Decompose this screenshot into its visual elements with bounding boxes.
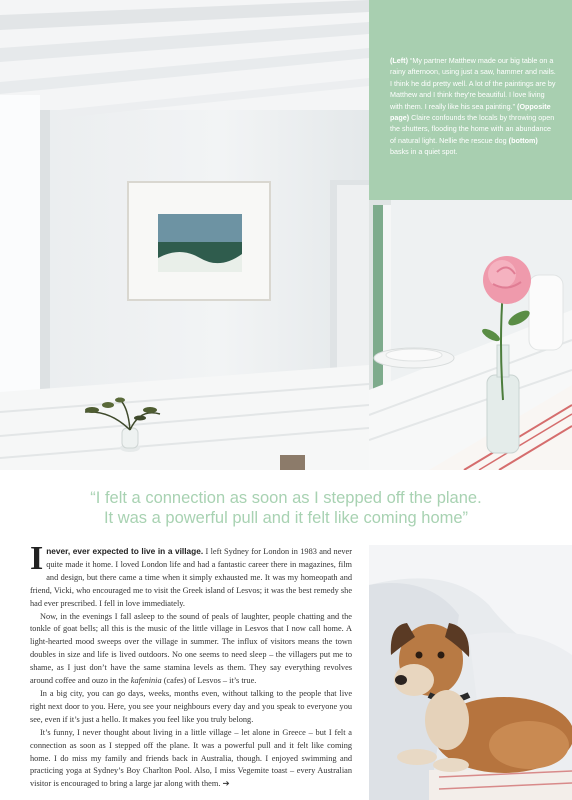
paragraph-2-text-b: (cafes) of Lesvos – it’s true. xyxy=(161,676,257,686)
photo-dog xyxy=(369,545,572,800)
caption-left-text: “My partner Matthew made our big table on a rainy afternoon, using just a saw, hammer and nails. I think he did pretty well. A lot of the paintings are by Matthew and I think they’re beautiful. I love living with them. I really like his sea painting.” xyxy=(390,56,556,111)
photo-dining-room xyxy=(0,0,369,470)
dining-room-illustration xyxy=(0,0,369,470)
pull-quote-line-2: It was a powerful pull and it felt like coming home” xyxy=(103,509,469,527)
paragraph-3: In a big city, you can go days, weeks, months even, without talking to the people that live right next door to you. Here, you see your neighbours every day and you speak to everyone you see, even if it’s just a hello. It makes you feel like you truly belong. xyxy=(30,688,352,724)
caption-label-bottom: (bottom) xyxy=(508,135,538,145)
paragraph-1-text: I left Sydney for London in 1983 and never quite made it home. I loved London life and had a fantastic career there in magazines, film and design, but there came a time when it simply exhausted me. It was my homeopath and friend, Vicki, who encouraged me to visit the Greek island of Lesvos; it was the best remedy she had ever prescribed. I fell in love immediately. xyxy=(30,547,352,608)
paragraph-1 xyxy=(30,540,352,611)
lead-in: never, ever expected to live in a village. xyxy=(46,546,204,556)
drop-cap: I xyxy=(30,540,44,577)
dog-illustration xyxy=(369,545,572,800)
paragraph-2-text-a: Now, in the evenings I fall asleep to the sound of peals of laughter, people chatting and the tonkle of goat bells; all this is the music of the little village in Lesvos that I now call home. A light-hearted mood sweeps over the village in summer. The influx of visitors means the town doubles in size and life is lived outdoors. No one seems to need sleep – the villagers put me to shame, as I just don’t have the same stamina levels as them. They say everything revolves around coffee and ouzo in the xyxy=(30,611,352,686)
paragraph-2-italic: kafeninia xyxy=(130,676,162,686)
rose-illustration xyxy=(369,200,572,470)
photo-caption xyxy=(390,55,558,158)
pull-quote xyxy=(30,488,542,528)
caption-bottom-text: basks in a quiet spot. xyxy=(390,147,458,157)
paragraph-2 xyxy=(30,611,352,688)
article-body xyxy=(30,540,352,791)
caption-opposite-text: Claire confounds the locals by throwing open the shutters, flooding the home with an abundance of natural light. Nellie the rescue dog xyxy=(390,113,555,145)
caption-label-left: (Left) xyxy=(390,56,408,65)
paragraph-4: It’s funny, I never thought about living in a little village – let alone in Greece – but I felt a connection as soon as I stepped off the plane. It was a powerful pull and it felt like coming home. I do miss my family and friends back in Australia, though. I enjoyed swimming and practicing yoga at Sydney’s Boy Charlton Pool. Also, I miss Vegemite toast – every Australian visitor is encouraged to bring a large jar along with them. ➔ xyxy=(30,727,352,789)
photo-rose-table xyxy=(369,200,572,470)
caption-label-opposite: (Opposite page) xyxy=(390,101,551,123)
pull-quote-line-1: “I felt a connection as soon as I stepped off the plane. xyxy=(90,489,482,507)
